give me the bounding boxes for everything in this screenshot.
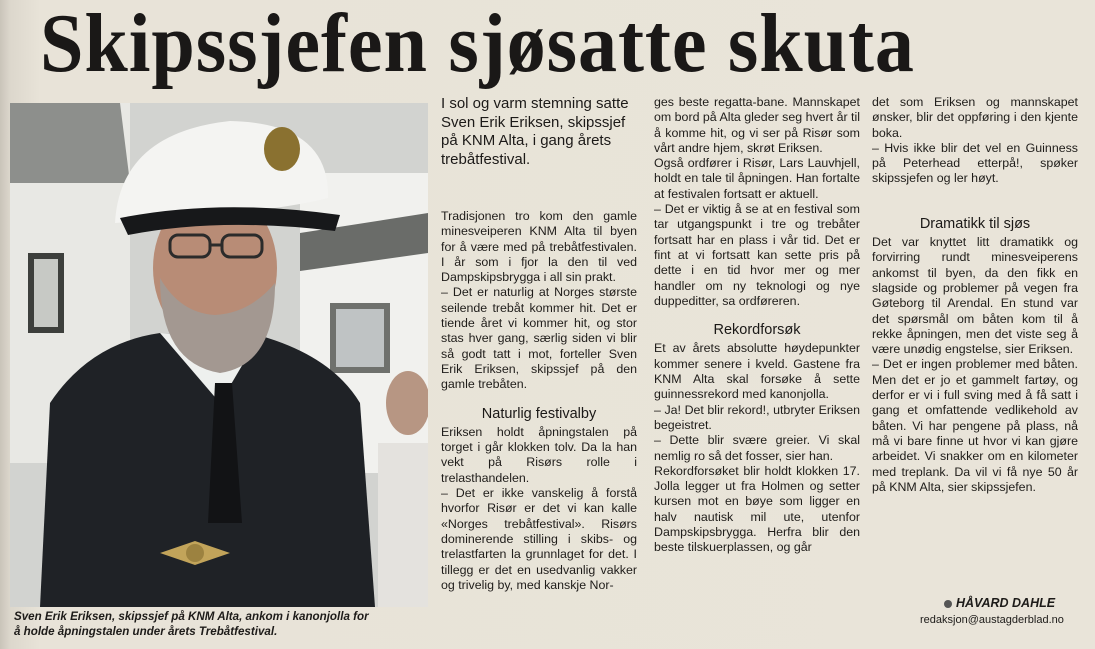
article-lead: I sol og varm stemning satte Sven Erik Eriksen, skipssjef på KNM Alta, i gang årets trebåtfestival. <box>441 95 629 168</box>
paragraph: – Dette blir svære greier. Vi skal nemlig ro så det fosser, sier han. <box>654 433 860 463</box>
column-2 <box>654 95 860 556</box>
paragraph: Også ordfører i Risør, Lars Lauvhjell, holdt en tale til åpningen. Han fortalte at festivalen fortsatt er aktuell. <box>654 156 860 201</box>
subheading: Naturlig festivalby <box>481 405 597 422</box>
paragraph: Rekordforsøket blir holdt klokken 17. Jolla legger ut fra Holmen og setter kursen mot en bøye som ligger en halv nautisk mil ute, utenfor Dampskipsbrygga. Herfra blir den beste tilskuerplassen, og går <box>654 463 860 555</box>
paragraph: Eriksen holdt åpningstalen på torget i går klokken tolv. Da la han vekt på Risørs rolle i trelasthandelen. <box>441 424 637 485</box>
author-name: HÅVARD DAHLE <box>956 596 1056 610</box>
paragraph: Et av årets absolutte høydepunkter kommer senere i kveld. Gastene fra KNM Alta skal forsøke å sette guinnessrekord med kanonjolla. <box>654 341 860 402</box>
byline <box>944 596 1055 610</box>
paragraph: det som Eriksen og mannskapet ønsker, blir det oppføring i den kjente boka. <box>872 95 1078 140</box>
paragraph: – Det er ikke vanskelig å forstå hvorfor Risør er det vi kan kalle «Norges trebåtfestival». Risørs dominerende stilling i skibs- og trelastfarten la grunnlaget for det. I tillegg er det en usedvanlig vakker og trivelig by, med kanskje Nor- <box>441 486 637 592</box>
paragraph: – Hvis ikke blir det vel en Guinness på Peterhead etterpå!, spøker skipssjefen og ler høyt. <box>872 140 1078 186</box>
bullet-icon <box>944 600 952 608</box>
paragraph: ges beste regatta-bane. Mannskapet om bord på Alta gleder seg hvert år til å komme hit, og vi ser på Risør som vårt andre hjem, skrøt Eriksen. <box>654 95 860 155</box>
photo-caption <box>14 609 438 639</box>
subheading: Rekordforsøk <box>713 322 801 339</box>
subheading: Dramatikk til sjøs <box>919 215 1031 232</box>
paragraph: Tradisjonen tro kom den gamle minesveiperen KNM Alta til byen for å være med på trebåtfestivalen. I år som i fjor la den til ved Dampskipsbrygga i all sin prakt. <box>441 209 637 285</box>
paragraph: – Det er ingen problemer med båten. Men det er jo et gammelt fartøy, og derfor er vi i full sving med å få satt i gang et omfattende vedlikehold av båten. Vi har pengene på plass, nå må vi bare finne ut hvor vi kan gjøre arbeidet. Vi snakker om en kilometer med treplank. Da vil vi få nye 50 år på KNM Alta, sier skipssjefen. <box>872 357 1078 494</box>
headline: Skipssjefen sjøsatte skuta <box>40 0 915 90</box>
column-1 <box>441 209 637 593</box>
paragraph: – Det er naturlig at Norges største seilende trebåt kommer hit. Det er tiende året vi kommer hit, og stor stas hver gang, særlig siden vi blir så godt tatt i mot, forteller Sven Erik Eriksen, skipssjef på den gamle trebåten. <box>441 285 637 392</box>
author-email: redaksjon@austagderblad.no <box>920 614 1064 626</box>
paragraph: Det var knyttet litt dramatikk og forvirring rundt minesveiperens ankomst til byen, da den fikk en slagside og problemer på vegen fra Gøteborg til Arendal. En stund var det spørsmål om båten kom til å rekke åpningen, men det viste seg å være unødig engstelse, sier Eriksen. <box>872 235 1078 357</box>
caption-line: Sven Erik Eriksen, skipssjef på KNM Alta, ankom i kanonjolla for <box>14 610 369 623</box>
paragraph: – Det er viktig å se at en festival som tar utgangspunkt i tre og trebåter fortsatt har en plass i vår tid. Det er fint at vi fortsatt kan sette pris på dette i en tid hvor mer og mer handler om ny teknologi og nye duppeditter, sa ordføreren. <box>654 202 860 308</box>
column-3 <box>872 95 1078 495</box>
paragraph: – Ja! Det blir rekord!, utbryter Eriksen begeistret. <box>654 402 860 432</box>
article-photo <box>10 103 428 607</box>
captain-photo-illustration <box>10 103 428 607</box>
caption-line: å holde åpningstalen under årets Trebåtfestival. <box>14 625 278 638</box>
